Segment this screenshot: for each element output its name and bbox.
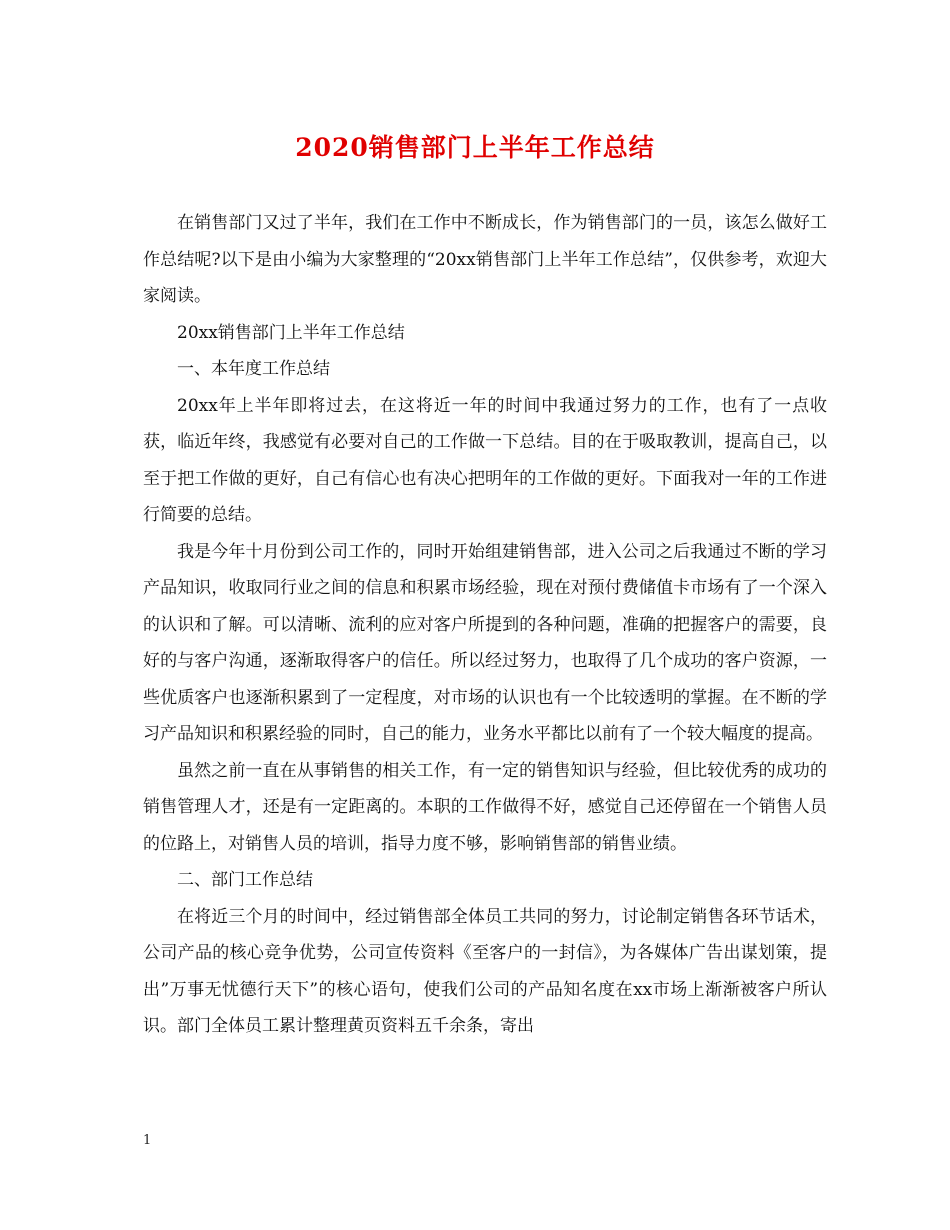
paragraph-department: 在将近三个月的时间中，经过销售部全体员工共同的努力，讨论制定销售各环节话术，公司产品的核心竞争优势，公司宣传资料《至客户的一封信》，为各媒体广告出谋划策，提出”万事无忧德行天下”的核心语句，使我们公司的产品知名度在xx市场上渐渐被客户所认识。部门全体员工累计整理黄页资料五千余条，寄出 bbox=[143, 906, 827, 1036]
document-title: 2020销售部门上半年工作总结 bbox=[295, 133, 655, 162]
paragraph-experience: 我是今年十月份到公司工作的，同时开始组建销售部，进入公司之后我通过不断的学习产品知识，收取同行业之间的信息和积累市场经验，现在对预付费储值卡市场有了一个深入的认识和了解。可以清晰、流利的应对客户所提到的各种问题，准确的把握客户的需要，良好的与客户沟通，逐渐取得客户的信任。所以经过努力，也取得了几个成功的客户资源，一些优质客户也逐渐积累到了一定程度，对市场的认识也有一个比较透明的掌握。在不断的学习产品知识和积累经验的同时，自己的能力，业务水平都比以前有了一个较大幅度的提高。 bbox=[143, 541, 827, 744]
paragraph-intro: 在销售部门又过了半年，我们在工作中不断成长，作为销售部门的一员，该怎么做好工作总结呢?以下是由小编为大家整理的“20xx销售部门上半年工作总结”，仅供参考，欢迎大家阅读。 bbox=[143, 213, 827, 306]
paragraph-subtitle: 20xx销售部门上半年工作总结 bbox=[177, 322, 405, 343]
paragraph-summary: 20xx年上半年即将过去，在这将近一年的时间中我通过努力的工作，也有了一点收获，临近年终，我感觉有必要对自己的工作做一下总结。目的在于吸取教训，提高自己，以至于把工作做的更好，自己有信心也有决心把明年的工作做的更好。下面我对一年的工作进行简要的总结。 bbox=[143, 395, 827, 525]
section-heading-2: 二、部门工作总结 bbox=[177, 870, 313, 890]
document-body bbox=[143, 205, 827, 1045]
page-number: 1 bbox=[143, 1133, 152, 1148]
section-heading-1: 一、本年度工作总结 bbox=[177, 359, 330, 379]
paragraph-shortcomings: 虽然之前一直在从事销售的相关工作，有一定的销售知识与经验，但比较优秀的成功的销售管理人才，还是有一定距离的。本职的工作做得不好，感觉自己还停留在一个销售人员的位路上，对销售人员的培训，指导力度不够，影响销售部的销售业绩。 bbox=[143, 760, 827, 854]
